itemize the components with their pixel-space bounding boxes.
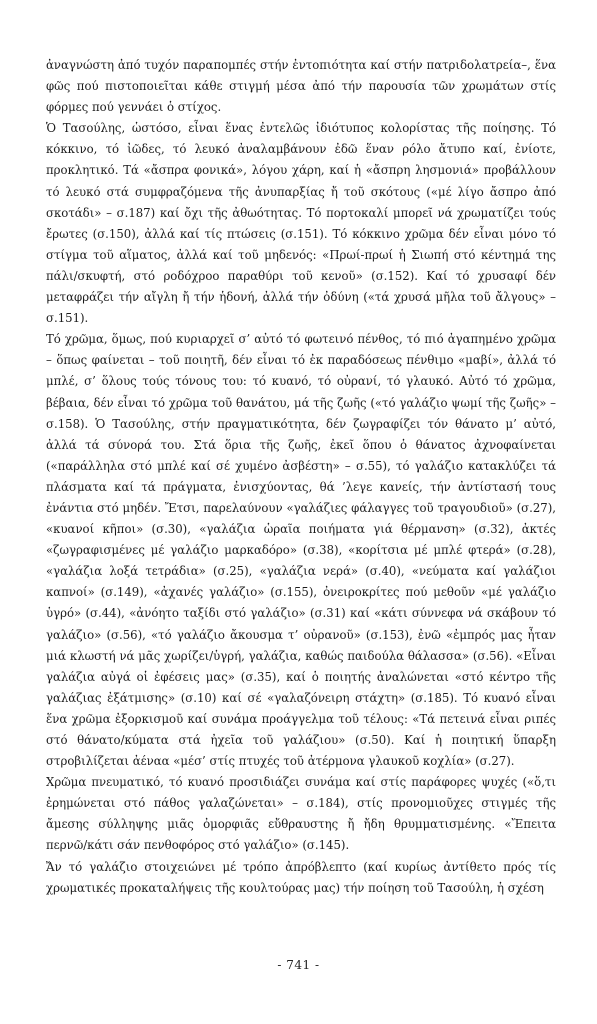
paragraph-3: Τό χρῶμα, ὅμως, πού κυριαρχεῖ σ’ αὐτό τό φωτεινό πένθος, τό πιό ἀγαπημένο χρῶμα – ὅπως φαίνεται – τοῦ ποιητῆ, δέν εἶναι τό ἐκ παραδόσεως πένθιμο «μαβί», ἀλλά τό μπλέ, σ’ ὅλους τούς τόνους του: τό κυανό, τό οὐρανί, τό γλαυκό. Αὐτό τό χρῶμα, βέβαια, δέν εἶναι τό χρῶμα τοῦ θανάτου, μά τῆς ζωῆς («τό γαλάζιο ψωμί τῆς ζωῆς» – σ.158). Ὁ Τασούλης, στήν πραγματικότητα, δέν ζωγραφίζει τόν θάνατο μ’ αὐτό, ἀλλά τά σύνορά του. Στά ὅρια τῆς ζωῆς, ἐκεῖ ὅπου ὁ θάνατος ἀχνοφαίνεται («παράλληλα στό μπλέ καί σέ χυμένο ἀσβέστη» – σ.55), τό γαλάζιο κατακλύζει τά πλάσματα καί τά πράγματα, ἐνισχύοντας, θά ’λεγε κανείς, τήν ἀντίστασή τους ἐνάντια στό μηδέν. Ἔτσι, παρελαύνουν «γαλάζιες φάλαγγες τοῦ τραγουδιοῦ» (σ.27), «κυανοί κῆποι» (σ.30), «γαλάζια ὡραῖα ποιήματα γιά θέρμανση» (σ.32), ἀκτές «ζωγραφισμένες μέ γαλάζιο μαρκαδόρο» (σ.38), «κορίτσια μέ μπλέ φτερά» (σ.28), «γαλάζια λοξά τετράδια» (σ.25), «γαλάζια νερά» (σ.40), «νεύματα καί γαλάζιοι καπνοί» (σ.149), «ἀχανές γαλάζιο» (σ.155), ὀνειροκρίτες πού μεθοῦν «μέ γαλάζιο ὑγρό» (σ.44), «ἀνόητο ταξίδι στό γαλάζιο» (σ.31) καί «κάτι σύννεφα νά σκάβουν τό γαλάζιο» (σ.56), «τό γαλάζιο ἄκουσμα τ’ οὐρανοῦ» (σ.153), ἐνῶ «ἐμπρός μας ἦταν μιά κλωστή νά μᾶς χωρίζει/ὑγρή, γαλάζια, καθώς παιδούλα θάλασσα» (σ.56). «Εἶναι γαλάζια αὐγά οἱ ἐφέσεις μας» (σ.35), καί ὁ ποιητής ἀναλώνεται «στό κέντρο τῆς γαλάζιας ἐξάτμισης» (σ.10) καί σέ «γαλαζόνειρη στάχτη» (σ.185). Τό κυανό εἶναι ἕνα χρῶμα ἐξορκισμοῦ καί συνάμα προάγγελμα τοῦ τέλους: «Τά πετεινά εἶναι ριπές στό θάνατο/κύματα στά ἠχεῖα τοῦ γαλάζιου» (σ.50). Καί ἡ ποιητική ὕπαρξη στροβιλίζεται ἀέναα «μέσ’ στίς πτυχές τοῦ ἀτέρμονα γλαυκοῦ κοχλία» (σ.27). — [46, 332, 556, 769]
paragraph-2: Ὁ Τασούλης, ὡστόσο, εἶναι ἕνας ἐντελῶς ἰδιότυπος κολορίστας τῆς ποίησης. Τό κόκκινο, τό ἰῶδες, τό λευκό ἀναλαμβάνουν ἐδῶ ἕναν ρόλο ἄτυπο καί, ἐνίοτε, προκλητικό. Τά «ἄσπρα φονικά», λόγου χάρη, καί ἡ «ἄσπρη λησμονιά» προβάλλουν τό λευκό στά συμφραζόμενα τῆς ἀνυπαρξίας ἤ τοῦ σκότους («μέ λίγο ἄσπρο ἀπό σκοτάδι» – σ.187) καί ὄχι τῆς ἀθωότητας. Τό πορτοκαλί μπορεῖ νά χρωματίζει τούς ἔρωτες (σ.150), ἀλλά καί τίς πτώσεις (σ.151). Τό κόκκινο χρῶμα δέν εἶναι μόνο τό στίγμα τοῦ αἵματος, ἀλλά καί τοῦ μηδενός: «Πρωί-πρωί ἡ Σιωπή στό κέντημά της πάλι/σκυφτή, στό ροδόχροο παραθύρι τοῦ κενοῦ» (σ.152). Καί τό χρυσαφί δέν μεταφράζει τήν αἴγλη ἤ τήν ἡδονή, ἀλλά τήν ὀδύνη («τά χρυσά μῆλα τοῦ ἄλγους» – σ.151). — [46, 121, 556, 326]
paragraph-1: ἀναγνώστη ἀπό τυχόν παραπομπές στήν ἐντοπιότητα καί στήν πατριδολατρεία–, ἕνα φῶς πού πιστοποιεῖται κάθε στιγμή μέσα ἀπό τήν παρουσία τῶν χρωμάτων στίς φόρμες πού γεννάει ὁ στίχος. — [46, 58, 556, 115]
body-text — [46, 55, 556, 899]
page-number: - 741 - — [277, 958, 320, 972]
paragraph-5: Ἄν τό γαλάζιο στοιχειώνει μέ τρόπο ἀπρόβλεπτο (καί κυρίως ἀντίθετο πρός τίς χρωματικές προκαταλήψεις τῆς κουλτούρας μας) τήν ποίηση τοῦ Τασούλη, ἡ σχέση — [46, 859, 556, 895]
paragraph-4: Χρῶμα πνευματικό, τό κυανό προσιδιάζει συνάμα καί στίς παράφορες ψυχές («ὅ,τι ἐρημώνεται στό πάθος γαλαζώνεται» – σ.184), στίς προνομιοῦχες στιγμές τῆς ἄμεσης σύλληψης μιᾶς ὀμορφιᾶς εὔθραυστης ἤ ἤδη θρυμματισμένης. «Ἔπειτα περνῶ/κάτι σάν πενθοφόρος στό γαλάζιο» (σ.145). — [46, 775, 556, 853]
